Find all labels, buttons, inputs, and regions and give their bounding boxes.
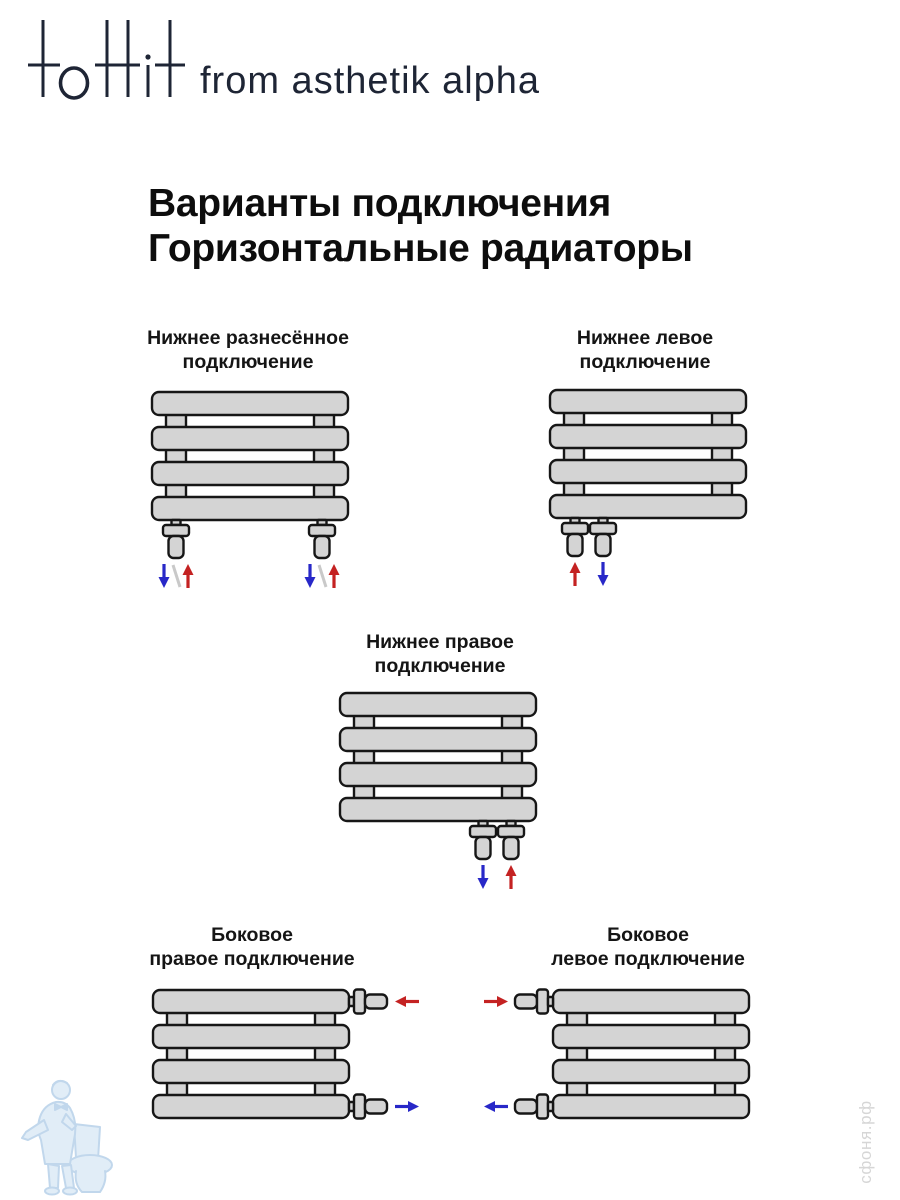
page-title-line2: Горизонтальные радиаторы (148, 227, 693, 270)
radiator-diagram-bottom-right-icon (336, 691, 540, 895)
page-title-line1: Варианты подключения (148, 182, 611, 225)
label-side-left-connection: Боковое левое подключение (551, 924, 745, 970)
radiator-diagram-side-right-icon (149, 988, 449, 1122)
plumber-with-toilet-watermark-icon (14, 1072, 119, 1197)
i-dot (145, 54, 150, 59)
tottit-logo-icon (28, 16, 188, 104)
radiator-diagram-bottom-left-icon (546, 388, 750, 592)
page-title (148, 181, 693, 271)
site-watermark-text: сфоня.рф (856, 1100, 875, 1184)
label-bottom-spread-connection: Нижнее разнесённое подключение (147, 327, 349, 373)
label-bottom-left-connection: Нижнее левое подключение (576, 327, 714, 373)
label-side-right-connection: Боковое правое подключение (149, 924, 355, 970)
radiator-diagram-bottom-spread-icon (148, 390, 352, 594)
label-bottom-right-connection: Нижнее правое подключение (366, 631, 514, 677)
radiator-diagram-side-left-icon (453, 988, 753, 1122)
brand-tagline: from asthetik alpha (200, 60, 541, 102)
